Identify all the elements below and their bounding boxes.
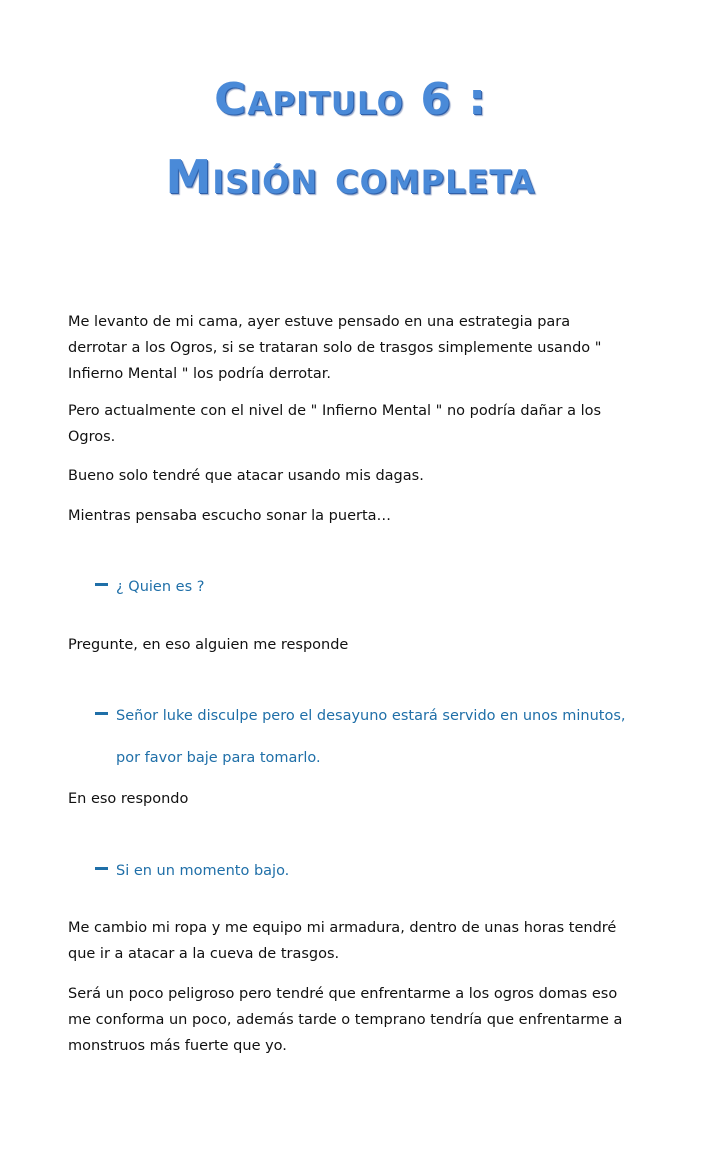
paragraph-6: En eso respondo [68, 791, 189, 807]
paragraph-7: Me cambio mi ropa y me equipo mi armadura, dentro de unas horas tendré que ir a atacar a la cueva de trasgos. [68, 920, 617, 962]
chapter-title-line-1: Capitulo 6 : [214, 74, 487, 125]
dialogue-text: Si en un momento bajo. [116, 863, 290, 879]
paragraph-5: Pregunte, en eso alguien me responde [68, 637, 349, 653]
paragraph-3: Bueno solo tendré que atacar usando mis dagas. [68, 468, 424, 484]
paragraph-1: Me levanto de mi cama, ayer estuve pensado en una estrategia para derrotar a los Ogros, si se trataran solo de trasgos simplemente usando " Infierno Mental " los podría derrotar. [68, 314, 602, 382]
paragraph-2: Pero actualmente con el nivel de " Infierno Mental " no podría dañar a los Ogros. [68, 403, 602, 445]
dialogue-text-continued: por favor baje para tomarlo. [116, 750, 321, 766]
dialogue-text: Señor luke disculpe pero el desayuno estará servido en unos minutos, [116, 708, 626, 724]
paragraph-8: Será un poco peligroso pero tendré que enfrentarme a los ogros domas eso me conforma un poco, además tarde o temprano tendría que enfrentarme a monstruos más fuerte que yo. [68, 986, 623, 1054]
dialogue-text: ¿ Quien es ? [116, 579, 205, 595]
dash-icon [95, 712, 108, 715]
paragraph-4: Mientras pensaba escucho sonar la puerta… [68, 508, 392, 524]
chapter-title-line-2: Misión completa [165, 150, 536, 204]
dash-icon [95, 583, 108, 586]
dash-icon [95, 867, 108, 870]
